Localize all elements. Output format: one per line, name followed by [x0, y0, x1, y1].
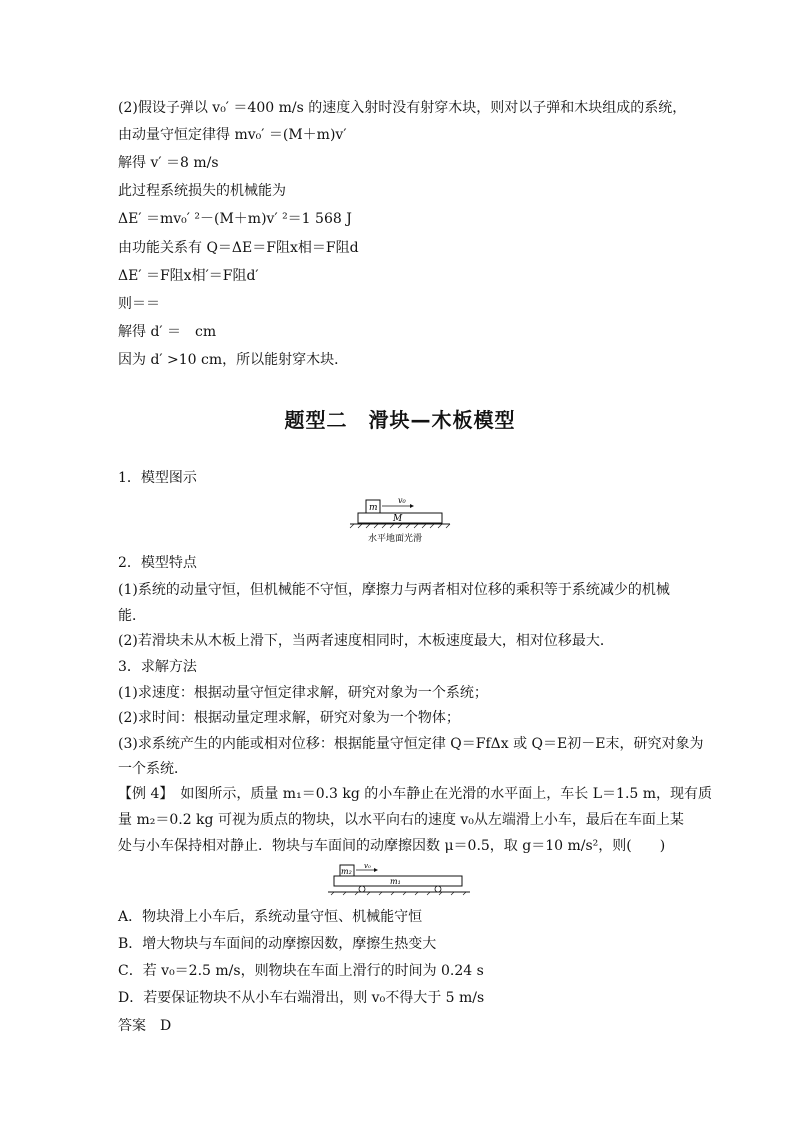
section-title: 题型二 滑块—木板模型 — [284, 408, 516, 432]
text-line: 此过程系统损失的机械能为 — [118, 183, 286, 199]
text-line: 解得 d′ ＝ cm — [118, 324, 217, 340]
block-board-figure — [340, 496, 460, 544]
label-v0: v₀ — [364, 862, 371, 870]
option-a: A．物块滑上小车后，系统动量守恒、机械能守恒 — [118, 909, 423, 925]
text-line: ΔE′ ＝mv₀′ ²－(M＋m)v′ ²＝1 568 J — [118, 211, 352, 227]
label-M: M — [393, 514, 403, 524]
example-text-line: 【例 4】 如图所示，质量 m₁＝0.3 kg 的小车静止在光滑的水平面上，车长 L＝1.5 m，现有质 — [118, 786, 713, 802]
text-line: 则＝＝ — [118, 296, 160, 312]
text-line: (1)系统的动量守恒，但机械能不守恒，摩擦力与两者相对位移的乘积等于系统减少的机械 — [118, 582, 670, 598]
text-line: 能． — [118, 608, 146, 624]
text-line: (2)若滑块未从木板上滑下，当两者速度相同时，木板速度最大，相对位移最大． — [118, 633, 614, 649]
text-line: 因为 d′ >10 cm，所以能射穿木块． — [118, 352, 349, 368]
option-b: B．增大物块与车面间的动摩擦因数，摩擦生热变大 — [118, 936, 437, 952]
text-line: ΔE′ ＝F阻x相′＝F阻d′ — [118, 268, 259, 284]
heading-model-figure: 1．模型图示 — [118, 470, 197, 486]
cart-figure — [326, 862, 472, 896]
text-line: (2)假设子弹以 v₀′ ＝400 m/s 的速度入射时没有射穿木块，则对以子弹和木块组成的系统， — [118, 100, 687, 116]
example-text-line: 处与小车保持相对静止．物块与车面间的动摩擦因数 μ＝0.5，取 g＝10 m/s²，则( ) — [118, 838, 666, 854]
example-text-line: 量 m₂＝0.2 kg 可视为质点的物块，以水平向右的速度 v₀从左端滑上小车，最后在车面上某 — [118, 812, 684, 828]
text-line: 由动量守恒定律得 mv₀′ ＝(M＋m)v′ — [118, 127, 347, 143]
label-v0: v₀ — [398, 496, 406, 505]
label-m2: m₂ — [341, 867, 352, 876]
heading-solving-method: 3．求解方法 — [118, 659, 197, 675]
text-line: (2)求时间：根据动量定理求解，研究对象为一个物体； — [118, 710, 460, 726]
text-line: (3)求系统产生的内能或相对位移：根据能量守恒定律 Q＝FfΔx 或 Q＝E初－E末，研究对象为 — [118, 736, 704, 752]
text-line: 由功能关系有 Q＝ΔE＝F阻x相＝F阻d — [118, 240, 359, 256]
text-line: 解得 v′ ＝8 m/s — [118, 155, 219, 171]
label-m1: m₁ — [390, 877, 401, 886]
label-m: m — [369, 503, 378, 513]
text-line: (1)求速度：根据动量守恒定律求解，研究对象为一个系统； — [118, 685, 488, 701]
heading-model-features: 2．模型特点 — [118, 555, 197, 571]
option-d: D．若要保证物块不从小车右端滑出，则 v₀不得大于 5 m/s — [118, 990, 485, 1006]
option-c: C．若 v₀＝2.5 m/s，则物块在车面上滑行的时间为 0.24 s — [118, 963, 484, 979]
answer: 答案 D — [118, 1018, 172, 1034]
figure-caption: 水平地面光滑 — [368, 534, 423, 544]
text-line: 一个系统． — [118, 761, 188, 777]
